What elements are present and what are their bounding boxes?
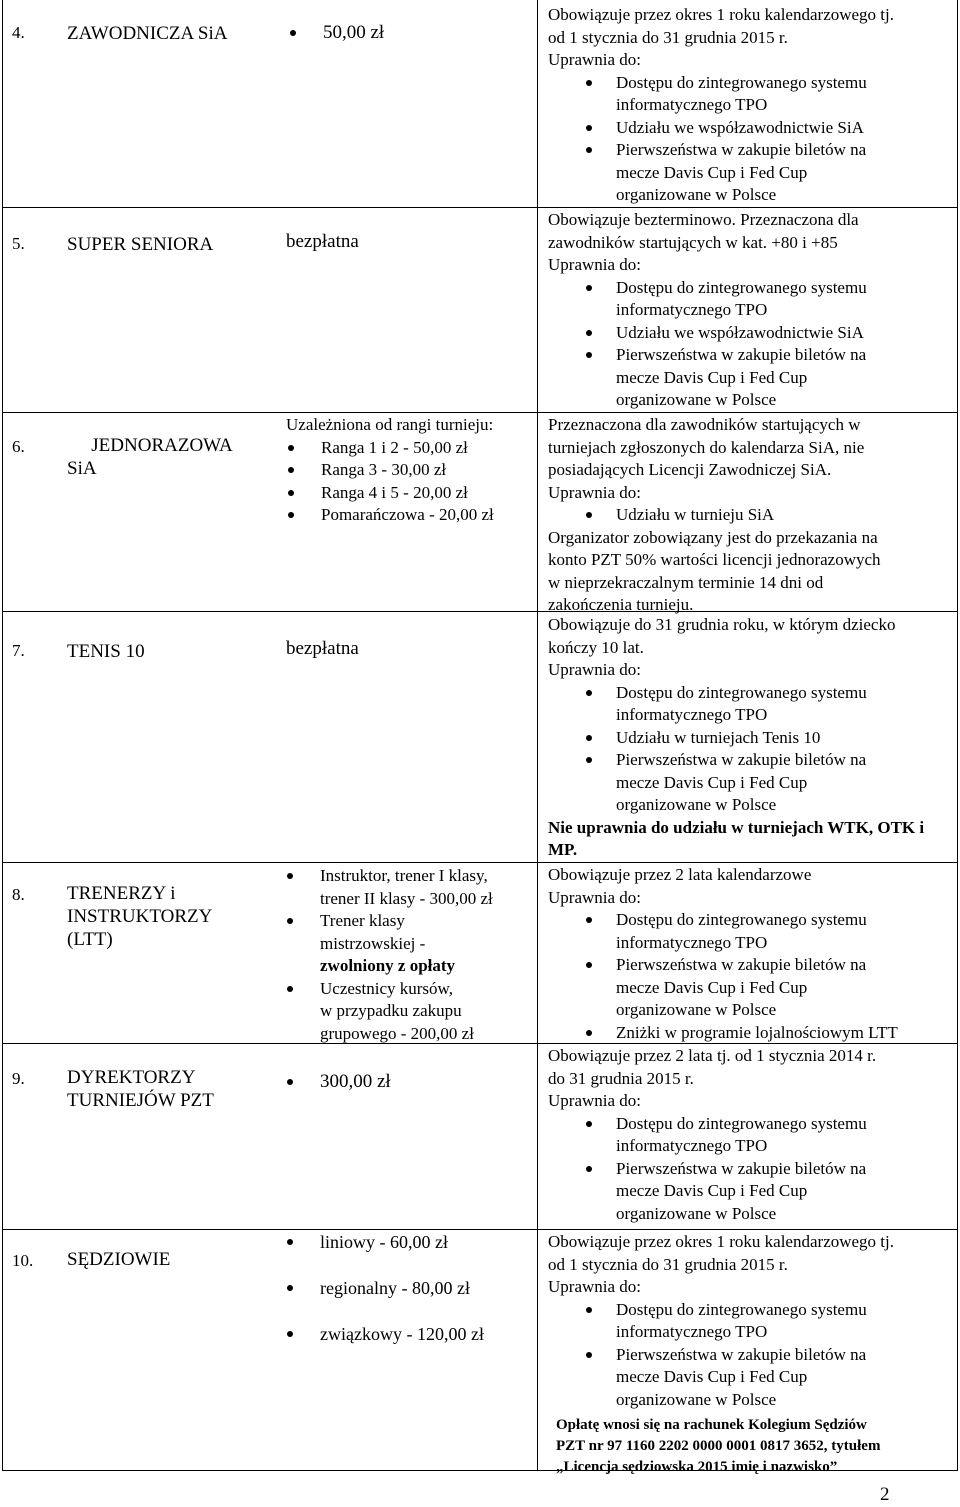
category-line: (LTT) — [67, 929, 113, 950]
rights-item-line: Dostępu do zintegrowanego systemu — [616, 1299, 867, 1319]
details-intro-line: do 31 grudnia 2015 r. — [548, 1068, 694, 1088]
details-note-line: Nie uprawnia do udziału w turniejach WTK, OTK i — [548, 817, 925, 837]
fee-value: 300,00 zł — [320, 1071, 391, 1092]
rights-item-line: mecze Davis Cup i Fed Cup — [616, 162, 808, 182]
rights-item-line: organizowane w Polsce — [616, 1000, 777, 1019]
rights-label: Uprawnia do: — [548, 660, 642, 679]
fee-item-line: trener II klasy - 300,00 zł — [320, 888, 493, 908]
rights-item — [548, 117, 948, 140]
category-line: INSTRUKTORZY — [67, 906, 213, 927]
license-category: ZAWODNICZA SiA — [67, 23, 228, 44]
fee-cell — [286, 414, 494, 527]
rights-item-line: Pierwszeństwa w zakupie biletów na — [616, 140, 867, 159]
rights-item-line: organizowane w Polsce — [616, 795, 777, 814]
details-intro-line: od 1 stycznia do 31 grudnia 2015 r. — [548, 1254, 788, 1274]
fee-item: Ranga 4 i 5 - 20,00 zł — [321, 482, 494, 505]
rights-list — [548, 1113, 948, 1226]
rights-item-line: mecze Davis Cup i Fed Cup — [616, 367, 808, 387]
fee-item-line: Instruktor, trener I klasy, — [320, 866, 488, 885]
license-category — [67, 882, 212, 951]
rights-list — [548, 1299, 948, 1412]
fee-item — [320, 910, 493, 978]
fee-item-line: zwolniony z opłaty — [320, 956, 456, 975]
row-number: 10. — [12, 1251, 34, 1270]
rights-item — [548, 1022, 948, 1045]
rights-item — [548, 954, 948, 1022]
rights-item-line: Zniżki w programie lojalnościowym LTT — [616, 1022, 898, 1042]
details-intro-line: zawodników startujących w kat. +80 i +85 — [548, 232, 838, 252]
rights-item — [548, 72, 948, 117]
row-number: 8. — [12, 885, 25, 904]
rights-label: Uprawnia do: — [548, 50, 642, 69]
payment-line: „Licencja sędziowska 2015 imię i nazwisko” — [556, 1459, 838, 1475]
details-intro-line: Przeznaczona dla zawodników startujących w — [548, 415, 861, 434]
details-cell — [548, 414, 948, 617]
fee-item-line: grupowego - 200,00 zł — [320, 1023, 474, 1043]
page-number: 2 — [880, 1484, 890, 1505]
license-category: SĘDZIOWIE — [67, 1249, 171, 1270]
fee-item-line: Uczestnicy kursów, — [320, 978, 453, 998]
details-intro-line: posiadających Licencji Zawodniczej SiA. — [548, 460, 832, 479]
rights-list — [548, 909, 948, 1044]
fee-item-line: mistrzowskiej - — [320, 933, 426, 953]
rights-label: Uprawnia do: — [548, 1277, 642, 1296]
fee-list — [323, 22, 384, 45]
rights-item — [548, 277, 948, 322]
details-intro-line: Obowiązuje przez okres 1 roku kalendarzowego tj. — [548, 5, 895, 24]
category-line: DYREKTORZY — [67, 1067, 196, 1088]
rights-label: Uprawnia do: — [548, 1091, 642, 1110]
rights-item-line: organizowane w Polsce — [616, 1389, 777, 1409]
fee-item: związkowy - 120,00 zł — [320, 1324, 484, 1344]
rights-item-line: Dostępu do zintegrowanego systemu — [616, 1113, 867, 1133]
details-intro-line: od 1 stycznia do 31 grudnia 2015 r. — [548, 27, 788, 47]
row-number: 9. — [12, 1069, 25, 1088]
rights-item — [548, 749, 948, 817]
fee-value: 50,00 zł — [323, 22, 385, 43]
row-number: 4. — [12, 23, 25, 42]
fee-item: regionalny - 80,00 zł — [320, 1277, 484, 1300]
details-cell — [548, 614, 948, 862]
rights-item-line: Dostępu do zintegrowanego systemu — [616, 72, 867, 92]
rights-item-line: Udziału w turniejach Tenis 10 — [616, 727, 821, 747]
rights-item-line: informatycznego TPO — [616, 1322, 768, 1341]
rights-item-line: Udziału we współzawodnictwie SiA — [616, 117, 864, 137]
rights-item-line: Pierwszeństwa w zakupie biletów na — [616, 1158, 867, 1178]
rights-item-line: mecze Davis Cup i Fed Cup — [616, 977, 808, 997]
rights-item — [548, 1299, 948, 1344]
fee-list — [320, 1231, 484, 1346]
rights-item-line: informatycznego TPO — [616, 1136, 768, 1155]
fee-list — [286, 437, 494, 527]
fee-list — [320, 1071, 391, 1094]
details-intro-line: Obowiązuje przez okres 1 roku kalendarzowego tj. — [548, 1232, 895, 1251]
rights-label: Uprawnia do: — [548, 482, 642, 502]
rights-item-line: organizowane w Polsce — [616, 390, 777, 409]
details-intro-line: Obowiązuje przez 2 lata tj. od 1 stycznia 2014 r. — [548, 1046, 877, 1065]
rights-item-line: organizowane w Polsce — [616, 1203, 777, 1223]
details-note-line: MP. — [548, 840, 578, 859]
rights-item-line: mecze Davis Cup i Fed Cup — [616, 772, 808, 792]
fee-item: Ranga 3 - 30,00 zł — [321, 459, 494, 482]
rights-item-line: informatycznego TPO — [616, 705, 768, 724]
rights-item-line: mecze Davis Cup i Fed Cup — [616, 1367, 808, 1386]
fee-item — [320, 978, 493, 1046]
category-line: JEDNORAZOWA — [91, 435, 233, 456]
category-line: SiA — [67, 458, 97, 479]
fee-value: bezpłatna — [286, 231, 359, 252]
details-intro-line: Obowiązuje do 31 grudnia roku, w którym dziecko — [548, 615, 896, 634]
fee-item: Pomarańczowa - 20,00 zł — [321, 504, 494, 527]
category-line: TURNIEJÓW PZT — [67, 1090, 214, 1111]
license-category — [67, 434, 257, 480]
rights-item — [548, 1113, 948, 1158]
fee-item — [320, 865, 493, 910]
rights-item-line: informatycznego TPO — [616, 932, 768, 952]
details-intro-line: kończy 10 lat. — [548, 637, 644, 657]
fee-list — [320, 865, 493, 1045]
payment-note — [556, 1415, 948, 1478]
rights-item — [548, 322, 948, 345]
details-intro-line: Obowiązuje bezterminowo. Przeznaczona dla — [548, 210, 859, 229]
category-line: TRENERZY i — [67, 883, 176, 904]
details-cell — [548, 209, 948, 412]
license-category — [67, 1066, 214, 1112]
rights-list — [548, 504, 948, 527]
rights-list — [548, 682, 948, 817]
fee-value: bezpłatna — [286, 638, 359, 659]
details-cell — [548, 864, 948, 1044]
rights-item-line: Dostępu do zintegrowanego systemu — [616, 682, 867, 702]
rights-item-line: informatycznego TPO — [616, 300, 768, 319]
fee-item: Ranga 1 i 2 - 50,00 zł — [321, 437, 494, 460]
rights-item — [548, 1158, 948, 1226]
row-number: 6. — [12, 437, 25, 456]
rights-item — [548, 139, 948, 207]
rights-label: Uprawnia do: — [548, 887, 642, 907]
rights-item-line: mecze Davis Cup i Fed Cup — [616, 1181, 808, 1200]
license-category: SUPER SENIORA — [67, 234, 214, 255]
details-outro-line: w nieprzekraczalnym terminie 14 dni od — [548, 572, 824, 592]
rights-item — [548, 682, 948, 727]
rights-item-line: Pierwszeństwa w zakupie biletów na — [616, 955, 867, 974]
rights-list — [548, 277, 948, 412]
details-cell — [548, 1231, 948, 1478]
rights-item-line: Udziału w turnieju SiA — [616, 505, 775, 524]
payment-line: PZT nr 97 1160 2202 0000 0001 0817 3652, tytułem — [556, 1438, 881, 1454]
rights-item-line: informatycznego TPO — [616, 95, 768, 114]
rights-item-line: Pierwszeństwa w zakupie biletów na — [616, 750, 867, 769]
rights-item — [548, 727, 948, 750]
fee-item: liniowy - 60,00 zł — [320, 1231, 484, 1254]
details-cell — [548, 1045, 948, 1225]
rights-list — [548, 72, 948, 207]
rights-item — [548, 909, 948, 954]
rights-item-line: Dostępu do zintegrowanego systemu — [616, 277, 867, 297]
payment-line: Opłatę wnosi się na rachunek Kolegium Sędziów — [556, 1417, 867, 1433]
details-cell — [548, 4, 948, 207]
rights-label: Uprawnia do: — [548, 255, 642, 274]
rights-item — [548, 344, 948, 412]
rights-item-line: Dostępu do zintegrowanego systemu — [616, 910, 867, 929]
rights-item-line: Udziału we współzawodnictwie SiA — [616, 322, 864, 342]
rights-item — [548, 1344, 948, 1412]
rights-item-line: organizowane w Polsce — [616, 185, 777, 204]
rights-item-line: Pierwszeństwa w zakupie biletów na — [616, 1344, 867, 1364]
fee-item-line: w przypadku zakupu — [320, 1001, 462, 1020]
rights-item-line: Pierwszeństwa w zakupie biletów na — [616, 345, 867, 364]
details-outro-line: Organizator zobowiązany jest do przekazania na — [548, 527, 878, 547]
details-outro-line: konto PZT 50% wartości licencji jednorazowych — [548, 550, 881, 569]
fee-intro: Uzależniona od rangi turnieju: — [286, 415, 494, 434]
details-intro-line: Obowiązuje przez 2 lata kalendarzowe — [548, 865, 812, 884]
details-intro-line: turniejach zgłoszonych do kalendarza SiA, nie — [548, 437, 865, 457]
row-number: 7. — [12, 641, 25, 660]
details-outro-line: zakończenia turnieju. — [548, 595, 694, 614]
row-number: 5. — [12, 234, 25, 253]
fee-item-line: Trener klasy — [320, 911, 405, 930]
rights-item — [548, 504, 948, 527]
license-category: TENIS 10 — [67, 641, 145, 662]
